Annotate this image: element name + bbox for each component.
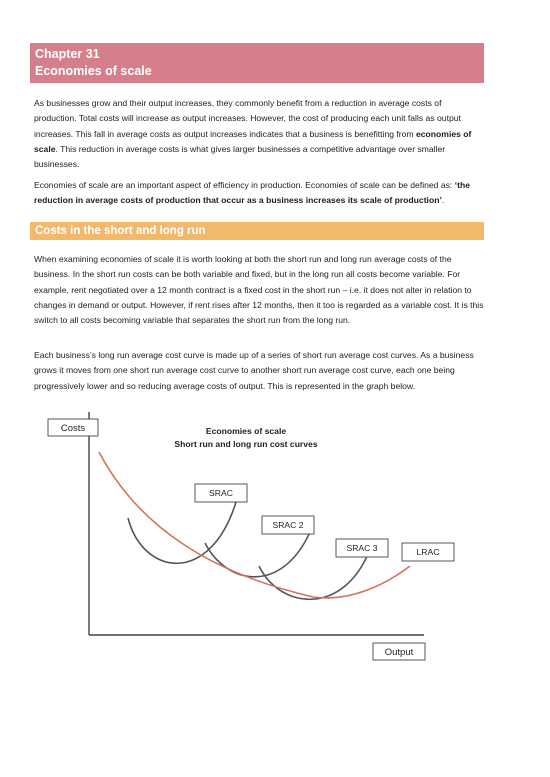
- srac-2-label: SRAC 2: [272, 520, 304, 530]
- srac-3-label: SRAC 3: [346, 543, 378, 553]
- srac-1-label: SRAC: [209, 488, 233, 498]
- chart-title: Economies of scale: [205, 426, 287, 436]
- y-axis-label: Costs: [60, 423, 86, 434]
- chart-subtitle: Short run and long run cost curves: [174, 439, 318, 449]
- intro-p2-definition: ‘the reduction in average costs of production that occur as a business increases its scale of production’: [34, 180, 470, 206]
- x-axis-label: Output: [384, 647, 414, 658]
- intro-p1-bold-term: economies of scale: [34, 128, 472, 154]
- lrac-label: LRAC: [416, 547, 440, 557]
- intro-p2-text-end: .: [441, 195, 445, 206]
- section-paragraph-1: When examining economies of scale it is worth looking at both the short run and long run average costs of the business. In the short run costs can be both variable and fixed, but in the long run all costs become variable. For example, rent negotiated over a 12 month contract is a fixed cost in the short run – i.e. it does not alter in relation to changes in demand or output. However, if rent rises after 12 months, then it too is regarded as a variable cost. It is this switch to all costs becoming variable that separates the short run from the long run.: [34, 254, 484, 326]
- chapter-number: Chapter 31: [35, 47, 100, 61]
- intro-p2-text: Economies of scale are an important aspect of efficiency in production. Economies of scale can be defined as:: [34, 180, 455, 190]
- intro-p1-text: As businesses grow and their output increases, they commonly benefit from a reduction in average costs of production. Total costs will increase as output increases. However, the cost of producing each unit falls as output increases. This fall in average costs as output increases indicates that a business is benefitting from: [34, 98, 461, 139]
- chapter-title: Economies of scale: [35, 64, 152, 78]
- section-paragraph-2: Each business’s long run average cost curve is made up of a series of short run average cost curves. As a business grows it moves from one short run average cost curve to another short run average cost curve, each one being progressively lower and so reducing average costs of output. This is represented in the graph below.: [34, 350, 474, 391]
- intro-p1-text-end: . This reduction in average costs is what gives larger businesses a competitive advantage over smaller businesses.: [34, 143, 446, 170]
- srac-1-curve: [128, 502, 236, 563]
- section-heading: Costs in the short and long run: [30, 222, 484, 240]
- lrac-curve: [99, 452, 410, 598]
